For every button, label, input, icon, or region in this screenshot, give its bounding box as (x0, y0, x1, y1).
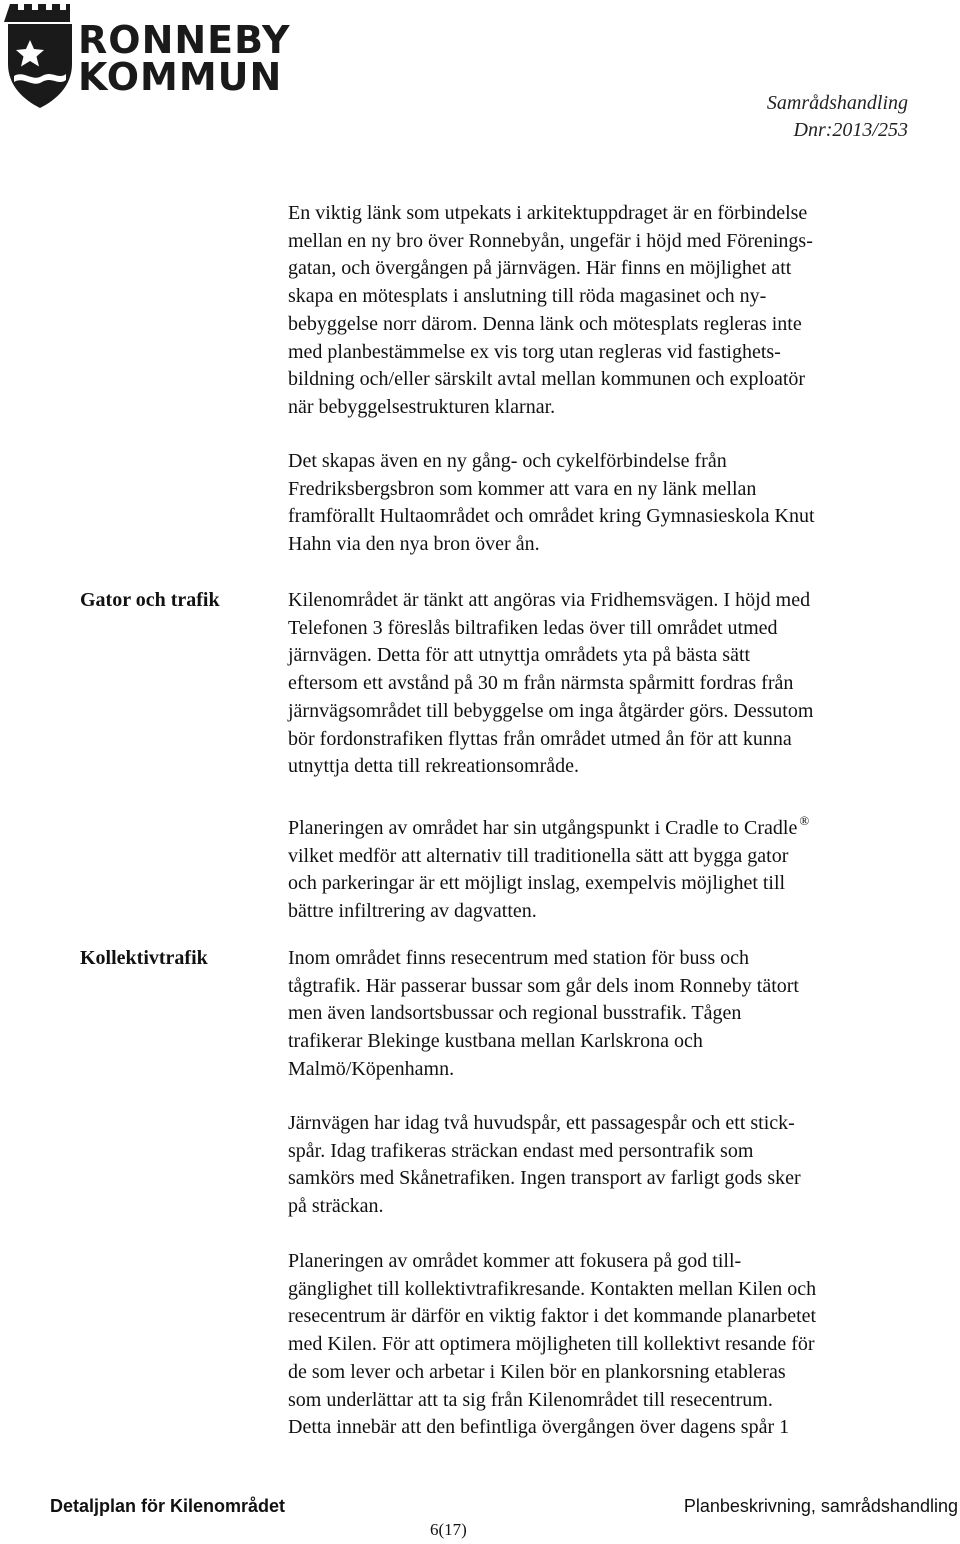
text-line: samkörs med Skånetrafiken. Ingen transport av farligt gods sker (288, 1167, 801, 1190)
text-line: eftersom ett avstånd på 30 m från närmsta spårmitt fordras från (288, 672, 794, 695)
paragraph-accessibility (288, 1248, 938, 1442)
document-type: Samrådshandling (766, 92, 908, 114)
text-line: som underlättar att ta sig från Kilenområdet till resecentrum. (288, 1388, 773, 1411)
paragraph-cycle-connection (288, 448, 938, 559)
text-line: mellan en ny bro över Ronnebyån, ungefär i höjd med Förenings- (288, 229, 813, 252)
footer-plan-title: Detaljplan för Kilenområdet (50, 1496, 286, 1516)
text-line: Det skapas även en ny gång- och cykelförbindelse från (288, 450, 727, 472)
registered-mark: ® (799, 813, 810, 828)
municipal-crest-icon (4, 0, 76, 112)
paragraph-link-meeting-place (288, 200, 938, 422)
text-line: bebyggelse norr därom. Denna länk och mötesplats regleras inte (288, 312, 802, 335)
text-line: järnvägen. Detta för att utnyttja områdets yta på bästa sätt (288, 644, 751, 667)
text-line: resecentrum är därför en viktig faktor i det kommande planarbetet (288, 1305, 817, 1328)
text-line: när bebyggelsestrukturen klarnar. (288, 395, 556, 418)
logo-line-ronneby: RONNEBY (78, 18, 291, 62)
section-heading-streets-traffic: Gator och trafik (80, 589, 220, 611)
document-meta (767, 90, 908, 144)
paragraph-access-road (288, 587, 938, 781)
text-line: på sträckan. (288, 1195, 384, 1218)
logo-line-kommun: KOMMUN (78, 55, 283, 99)
paragraph-cradle-to-cradle (288, 807, 938, 926)
footer-document-kind: Planbeskrivning, samrådshandling (683, 1496, 958, 1516)
text-line: En viktig länk som utpekats i arkitektuppdraget är en förbindelse (288, 202, 808, 224)
text-line: Telefonen 3 föreslås biltrafiken ledas över till området utmed (288, 616, 778, 639)
text-line: bättre infiltrering av dagvatten. (288, 900, 537, 923)
logo-wordmark (78, 18, 291, 99)
text-line: järnvägsområdet till bebyggelse om inga åtgärder görs. Dessutom (288, 699, 814, 722)
text-line: Malmö/Köpenhamn. (288, 1057, 455, 1080)
text-line: med planbestämmelse ex vis torg utan regleras vid fastighets- (288, 340, 781, 363)
text-segment: Planeringen av området har sin utgångspunkt i Cradle to Cradle (288, 817, 798, 839)
text-line: Planeringen av området kommer att fokusera på god till- (288, 1250, 742, 1272)
document-number: Dnr:2013/253 (793, 119, 908, 141)
text-line: spår. Idag trafikeras sträckan endast med persontrafik som (288, 1139, 754, 1162)
text-line: gatan, och övergången på järnvägen. Här finns en möjlighet att (288, 257, 792, 280)
page-number: 6(17) (430, 1520, 467, 1539)
paragraph-railway-tracks (288, 1110, 938, 1221)
paragraph-travel-center (288, 945, 938, 1084)
text-line: bildning och/eller särskilt avtal mellan kommunen och exploatör (288, 368, 806, 391)
text-line: Hahn via den nya bron över ån. (288, 533, 540, 556)
text-line: framförallt Hultaområdet och området kring Gymnasieskola Knut (288, 505, 815, 528)
text-line: Inom området finns resecentrum med station för buss och (288, 947, 749, 969)
text-line: skapa en mötesplats i anslutning till röda magasinet och ny- (288, 285, 767, 308)
text-line: utnyttja detta till rekreationsområde. (288, 755, 580, 778)
section-heading-public-transport: Kollektivtrafik (80, 947, 208, 969)
text-line: de som lever och arbetar i Kilen bör en plankorsning etableras (288, 1360, 786, 1383)
text-line (288, 807, 938, 843)
text-line: men även landsortsbussar och regional busstrafik. Tågen (288, 1002, 742, 1025)
text-line: Järnvägen har idag två huvudspår, ett passagespår och ett stick- (288, 1112, 795, 1134)
text-line: Detta innebär att den befintliga övergången över dagens spår 1 (288, 1416, 790, 1439)
text-line: trafikerar Blekinge kustbana mellan Karlskrona och (288, 1030, 703, 1053)
text-line: tågtrafik. Här passerar bussar som går dels inom Ronneby tätort (288, 974, 799, 997)
text-line: Kilenområdet är tänkt att angöras via Fridhemsvägen. I höjd med (288, 589, 811, 611)
text-line: Fredriksbergsbron som kommer att vara en ny länk mellan (288, 477, 757, 500)
text-line: med Kilen. För att optimera möjligheten till kollektivt resande för (288, 1333, 815, 1356)
text-line: bör fordonstrafiken flyttas från området utmed ån för att kunna (288, 727, 792, 750)
ronneby-kommun-logo (0, 0, 290, 115)
text-line: gänglighet till kollektivtrafikresande. Kontakten mellan Kilen och (288, 1277, 817, 1300)
text-line: och parkeringar är ett möjligt inslag, exempelvis möjlighet till (288, 872, 786, 895)
text-line: vilket medför att alternativ till traditionella sätt att bygga gator (288, 844, 789, 867)
